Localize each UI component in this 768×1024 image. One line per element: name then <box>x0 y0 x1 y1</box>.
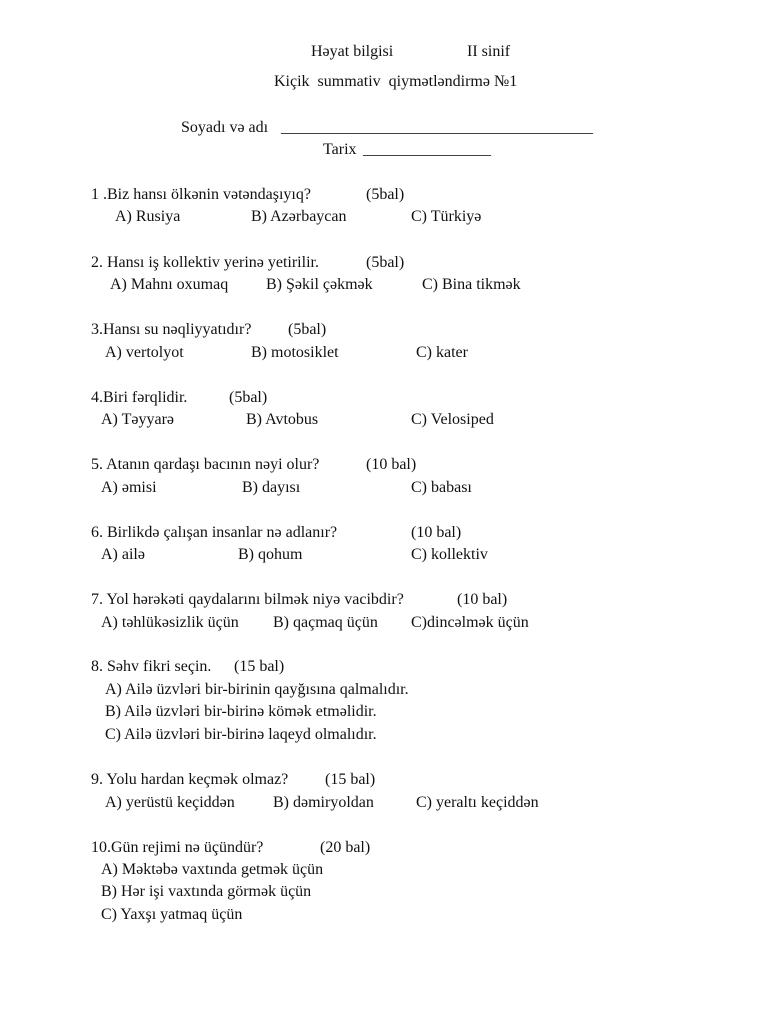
question-text: 2. Hansı iş kollektiv yerinə yetirilir. <box>91 254 319 271</box>
answer-option: C) Yaxşı yatmaq üçün <box>101 906 243 923</box>
answer-option: C)dincəlmək üçün <box>411 614 529 631</box>
question-text: 6. Birlikdə çalışan insanlar nə adlanır? <box>91 524 338 541</box>
question-points: (15 bal) <box>325 771 376 788</box>
question-text: 9. Yolu hardan keçmək olmaz? <box>91 771 289 788</box>
question-text: 10.Gün rejimi nə üçündür? <box>91 839 264 856</box>
answer-option: A) Təyyarə <box>101 411 174 428</box>
answer-option: C) kollektiv <box>411 546 488 563</box>
answer-option: C) Ailə üzvləri bir-birinə laqeyd olmalıdır. <box>105 726 377 743</box>
answer-option: A) Məktəbə vaxtında getmək üçün <box>101 861 324 878</box>
subject-title: Həyat bilgisi <box>311 43 394 60</box>
answer-option: A) ailə <box>101 546 145 563</box>
question-points: (10 bal) <box>366 456 417 473</box>
date-label: Tarix <box>323 141 357 158</box>
answer-option: A) təhlükəsizlik üçün <box>101 614 239 631</box>
answer-option: B) dayısı <box>242 479 301 496</box>
answer-option: A) əmisi <box>101 479 157 496</box>
answer-option: A) vertolyot <box>105 344 184 361</box>
question-points: (20 bal) <box>320 839 371 856</box>
answer-option: B) qohum <box>238 546 303 563</box>
question-points: (5bal) <box>366 186 405 203</box>
answer-option: C) Türkiyə <box>411 208 482 225</box>
question-points: (5bal) <box>288 321 327 338</box>
answer-option: C) Bina tikmək <box>422 276 521 293</box>
grade-label: II sinif <box>467 43 511 60</box>
answer-option: C) yeraltı keçiddən <box>416 794 539 811</box>
page-title: Kiçik summativ qiymətləndirmə №1 <box>274 73 518 90</box>
question-points: (5bal) <box>229 389 268 406</box>
answer-option: B) Avtobus <box>246 411 319 428</box>
question-points: (15 bal) <box>234 658 285 675</box>
answer-option: C) babası <box>411 479 472 496</box>
question-text: 3.Hansı su nəqliyyatıdır? <box>91 321 252 338</box>
question-text: 7. Yol hərəkəti qaydalarını bilmək niyə vacibdir? <box>91 591 404 608</box>
answer-option: B) Ailə üzvləri bir-birinə kömək etməlidir. <box>105 703 377 720</box>
answer-option: B) Azərbaycan <box>251 208 347 225</box>
question-points: (10 bal) <box>411 524 462 541</box>
date-line: ________________ <box>363 141 491 158</box>
answer-option: B) Şəkil çəkmək <box>266 276 373 293</box>
name-label: Soyadı və adı <box>181 119 269 136</box>
answer-option: B) qaçmaq üçün <box>273 614 378 631</box>
question-points: (10 bal) <box>457 591 508 608</box>
question-text: 8. Səhv fikri seçin. <box>91 658 212 675</box>
answer-option: B) Hər işi vaxtında görmək üçün <box>101 883 312 900</box>
answer-option: A) yerüstü keçiddən <box>105 794 235 811</box>
answer-option: A) Mahnı oxumaq <box>110 276 229 293</box>
answer-option: B) motosiklet <box>251 344 339 361</box>
answer-option: A) Rusiya <box>115 208 181 225</box>
answer-option: B) dəmiryoldan <box>273 794 374 811</box>
answer-option: C) Velosiped <box>411 411 494 428</box>
question-text: 5. Atanın qardaşı bacının nəyi olur? <box>91 456 320 473</box>
answer-option: A) Ailə üzvləri bir-birinin qayğısına qalmalıdır. <box>105 681 409 698</box>
question-text: 4.Biri fərqlidir. <box>91 389 188 406</box>
answer-option: C) kater <box>416 344 468 361</box>
name-line: _______________________________________ <box>281 119 593 136</box>
question-points: (5bal) <box>366 254 405 271</box>
question-text: 1 .Biz hansı ölkənin vətəndaşıyıq? <box>91 186 311 203</box>
